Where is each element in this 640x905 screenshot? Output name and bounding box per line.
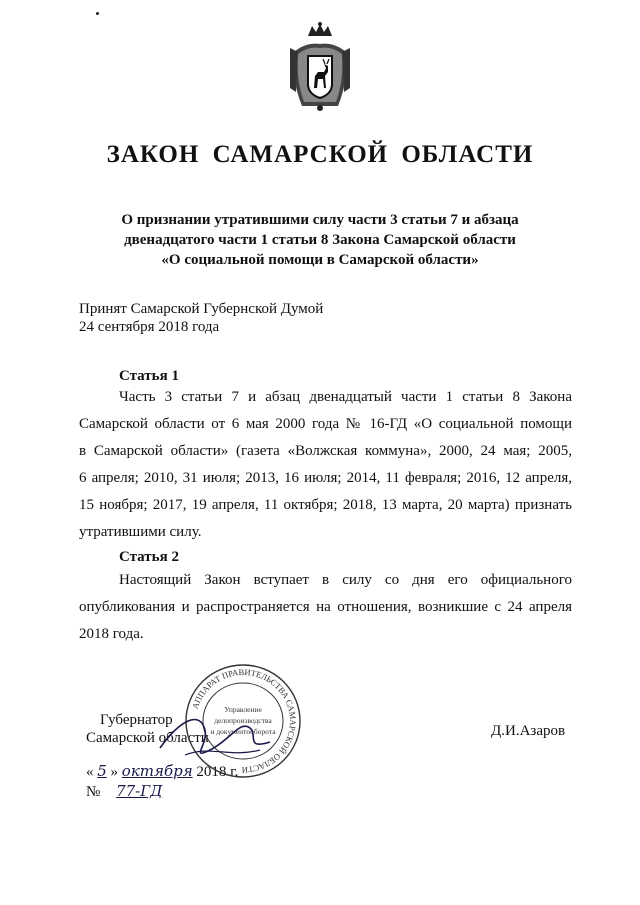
article-1-line: в Самарской области» (газета «Волжская коммуна», 2000, 24 мая; 2005, [79, 443, 572, 459]
article-2-line: опубликования и распространяется на отношения, возникшие с 24 апреля [79, 599, 572, 615]
article-1-heading: Статья 1 [119, 368, 179, 384]
date-month: октября [121, 762, 193, 780]
date-day: 5 [97, 762, 107, 780]
position-line: Самарской области [86, 730, 209, 746]
article-1-line: Самарской области от 6 мая 2000 года № 16-ГД «О социальной помощи [79, 416, 572, 432]
stamp-center-line: Управление [224, 705, 262, 714]
article-1-line: 6 апреля; 2010, 31 июля; 2013, 16 июля; 2014, 11 февраля; 2016, 12 апреля, [79, 470, 572, 486]
article-1-line: Часть 3 статьи 7 и абзац двенадцатый части 1 статьи 8 Закона [119, 389, 572, 405]
article-2-body [79, 567, 572, 648]
law-number [86, 782, 162, 801]
adoption-line: Принят Самарской Губернской Думой [79, 301, 324, 317]
subtitle-line: двенадцатого части 1 статьи 8 Закона Самарской области [124, 232, 516, 248]
coat-of-arms-icon [288, 22, 352, 112]
date-year: 2018 г. [196, 764, 239, 780]
article-1-line: утратившими силу. [79, 524, 202, 540]
adoption-note [79, 300, 323, 336]
subtitle-line: «О социальной помощи в Самарской области» [161, 252, 479, 268]
governor-signature [150, 700, 280, 770]
number-prefix: № [86, 784, 101, 800]
position-line: Губернатор [100, 712, 173, 728]
article-2-heading: Статья 2 [119, 549, 179, 565]
law-subtitle [100, 210, 540, 270]
number-value: 77-ГД [116, 782, 163, 800]
stamp-ring-text: АППАРАТ ПРАВИТЕЛЬСТВА САМАРСКОЙ ОБЛАСТИ [189, 666, 299, 776]
scan-speck [96, 12, 99, 15]
subtitle-line: О признании утратившими силу части 3 статьи 7 и абзаца [121, 212, 519, 228]
date-close-quote: » [110, 764, 119, 780]
article-2-line: Настоящий Закон вступает в силу со дня его официального [119, 572, 572, 588]
signatory-name: Д.И.Азаров [491, 723, 566, 739]
adoption-date: 24 сентября 2018 года [79, 319, 220, 335]
stamp-center-line: делопроизводства [214, 716, 272, 725]
date-open-quote: « [86, 764, 94, 780]
article-1-line: 15 ноября; 2017, 19 апреля, 11 октября; 2018, 13 марта, 20 марта) признать [79, 497, 572, 513]
article-1-body [79, 384, 572, 546]
law-title: ЗАКОН САМАРСКОЙ ОБЛАСТИ [106, 141, 534, 168]
stamp-center-line: и документооборота [210, 727, 276, 736]
article-2-line: 2018 года. [79, 626, 144, 642]
